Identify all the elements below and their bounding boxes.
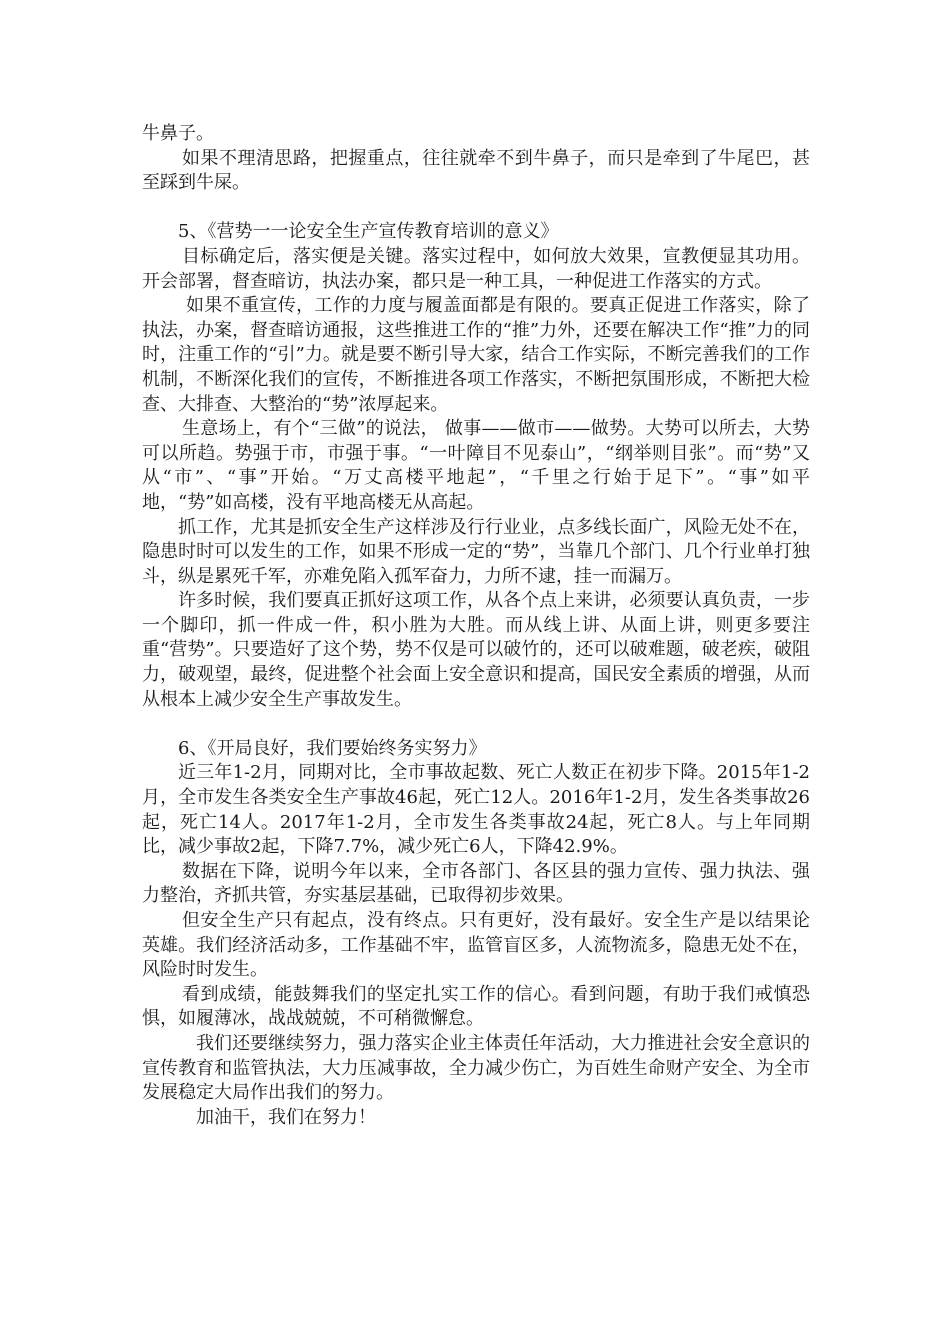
paragraph: 数据在下降，说明今年以来，全市各部门、各区县的强力宣传、强力执法、强力整治，齐抓共管，夯实基层基础，已取得初步效果。 [142, 860, 810, 907]
paragraph: 许多时候，我们要真正抓好这项工作，从各个点上来讲，必须要认真负责，一步一个脚印，抓一件成一件，积小胜为大胜。而从线上讲、从面上讲，则更多要注重“营势”。只要造好了这个势，势不仅是可以破竹的，还可以破难题，破老疾，破阻力，破观望，最终，促进整个社会面上安全意识和提高，国民安全素质的增强，从而从根本上减少安全生产事故发生。 [142, 590, 810, 710]
paragraph: 看到成绩，能鼓舞我们的坚定扎实工作的信心。看到问题，有助于我们戒慎恐惧，如履薄冰，战战兢兢，不可稍微懈怠。 [142, 983, 810, 1030]
paragraph: 我们还要继续努力，强力落实企业主体责任年活动，大力推进社会安全意识的宣传教育和监管执法，大力压减事故，全力减少伤亡，为百姓生命财产安全、为全市发展稳定大局作出我们的努力。 [142, 1032, 810, 1104]
paragraph-continuation: 牛鼻子。 [142, 123, 214, 144]
paragraph: 如果不理清思路，把握重点，往往就牵不到牛鼻子，而只是牵到了牛尾巴，甚至踩到牛屎。 [142, 147, 810, 194]
paragraph: 如果不重宣传，工作的力度与履盖面都是有限的。要真正促进工作落实，除了执法，办案，督查暗访通报，这些推进工作的“推”力外，还要在解决工作“推”力的同时，注重工作的“引”力。就是要不断引导大家，结合工作实际，不断完善我们的工作机制，不断深化我们的宣传，不断推进各项工作落实，不断把氛围形成，不断把大检查、大排查、大整治的“势”浓厚起来。 [142, 295, 810, 415]
paragraph: 抓工作，尤其是抓安全生产这样涉及行行业业，点多线长面广，风险无处不在，隐患时时可以发生的工作，如果不形成一定的“势”，当靠几个部门、几个行业单打独斗，纵是累死千军，亦难免陷入孤军奋力，力所不逮，挂一而漏万。 [142, 516, 810, 587]
paragraph: 生意场上，有个“三做”的说法， 做事——做市——做势。大势可以所去，大势可以所趋。势强于市，市强于事。“一叶障目不见泰山”，“纲举则目张”。而“势”又从“市”、“事”开始。“万丈高楼平地起”，“千里之行始于足下”。“事”如平地，“势”如高楼，没有平地高楼无从高起。 [142, 418, 810, 513]
closing-line: 加油干，我们在努力！ [196, 1106, 376, 1128]
paragraph: 近三年1-2月，同期对比，全市事故起数、死亡人数正在初步下降。2015年1-2月，全市发生各类安全生产事故46起，死亡12人。2016年1-2月，发生各类事故26起，死亡14人。2017年1-2月，全市发生各类事故24起，死亡8人。与上年同期比，减少事故2起，下降7.7%，减少死亡6人，下降42.9%。 [142, 762, 810, 858]
paragraph: 目标确定后，落实便是关键。落实过程中，如何放大效果，宣教便显其功用。开会部署，督查暗访，执法办案，都只是一种工具，一种促进工作落实的方式。 [142, 245, 810, 292]
section-heading-5: 5、《营势一一论安全生产宣传教育培训的意义》 [178, 221, 559, 243]
paragraph: 但安全生产只有起点，没有终点。只有更好，没有最好。安全生产是以结果论英雄。我们经济活动多，工作基础不牢，监管盲区多，人流物流多，隐患无处不在，风险时时发生。 [142, 910, 810, 981]
section-heading-6: 6、《开局良好，我们要始终务实努力》 [178, 737, 487, 759]
document-body [142, 122, 810, 1130]
